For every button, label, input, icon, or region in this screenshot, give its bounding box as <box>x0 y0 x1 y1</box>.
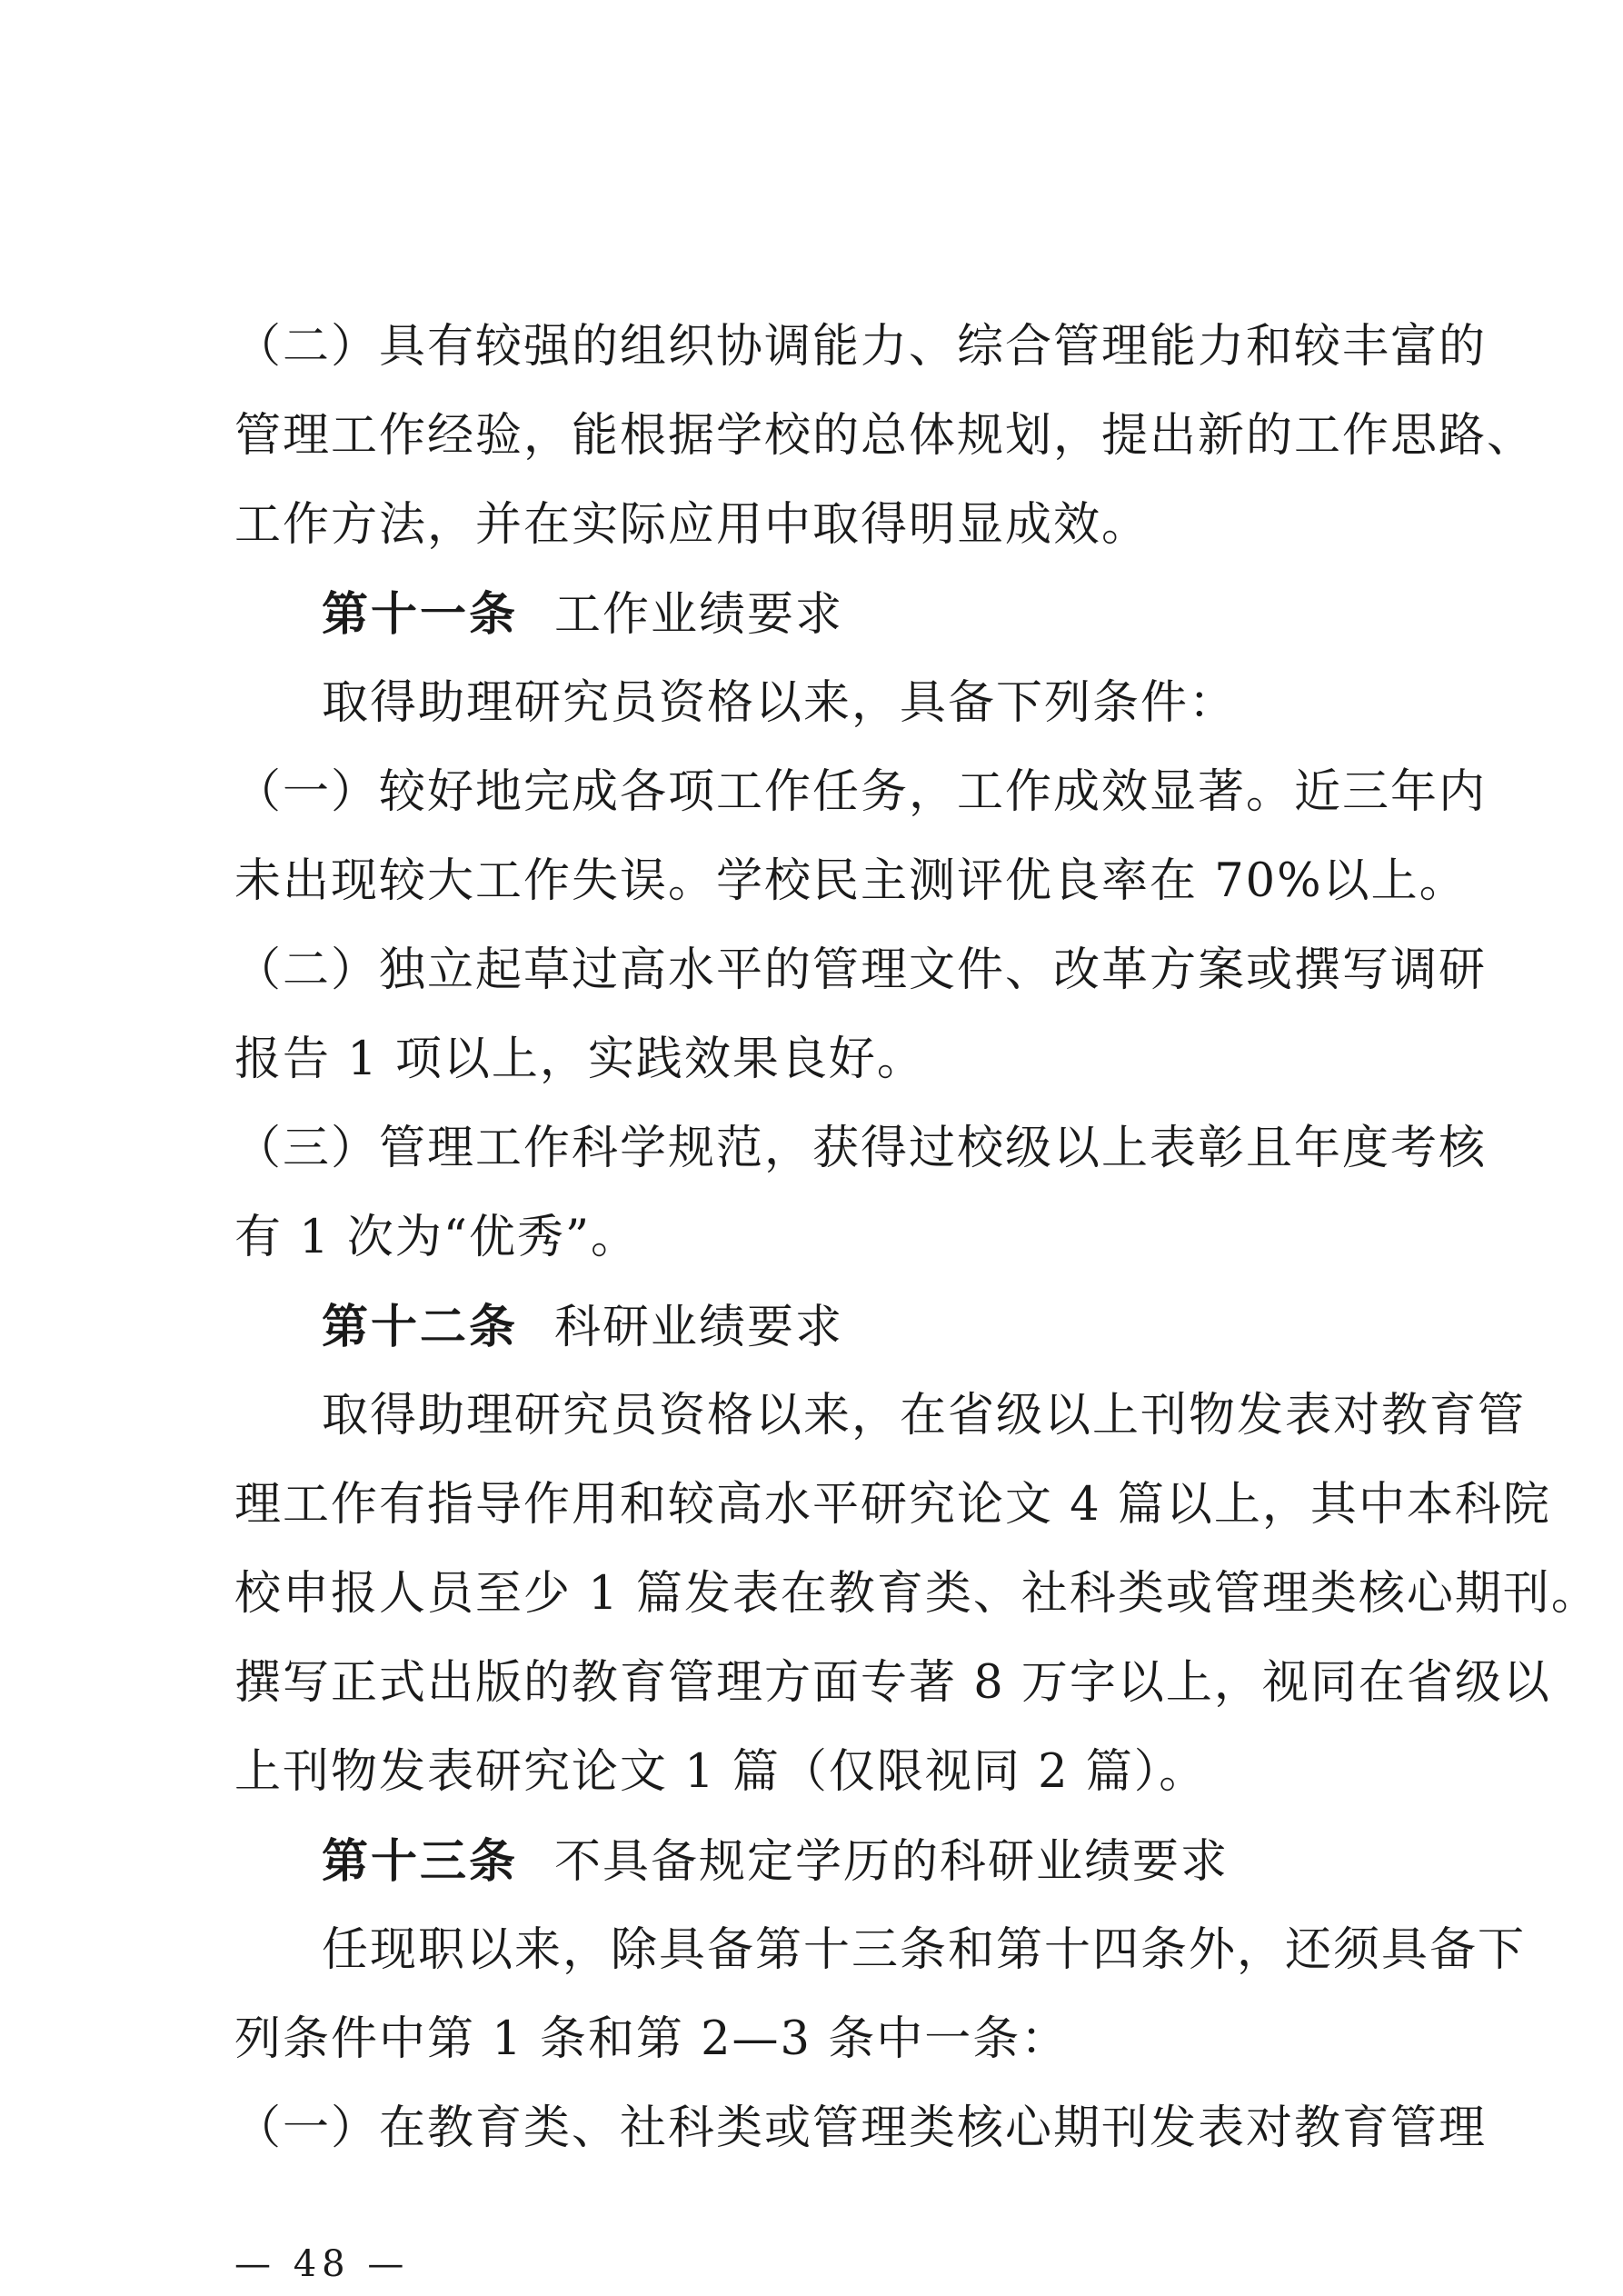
paragraph-line: （一）在教育类、社科类或管理类核心期刊发表对教育管理 <box>234 2101 1488 2155</box>
paragraph-line: 有 1 次为“优秀”。 <box>234 1211 640 1264</box>
paragraph-line: 管理工作经验，能根据学校的总体规划，提出新的工作思路、 <box>234 409 1536 463</box>
article-title: 不具备规定学历的科研业绩要求 <box>554 1835 1230 1889</box>
article-number: 第十二条 <box>322 1300 519 1354</box>
paragraph-line: （三）管理工作科学规范，获得过校级以上表彰且年度考核 <box>234 1122 1488 1175</box>
paragraph-line: 取得助理研究员资格以来，在省级以上刊物发表对教育管 <box>322 1389 1527 1442</box>
paragraph-line: 工作方法，并在实际应用中取得明显成效。 <box>234 498 1150 552</box>
paragraph-line: 上刊物发表研究论文 1 篇（仅限视同 2 篇）。 <box>234 1745 1208 1799</box>
paragraph-line: 列条件中第 1 条和第 2—3 条中一条： <box>234 2012 1070 2066</box>
paragraph-line: 报告 1 项以上，实践效果良好。 <box>234 1033 925 1086</box>
paragraph-line: （一）较好地完成各项工作任务，工作成效显著。近三年内 <box>234 765 1488 819</box>
article-title: 科研业绩要求 <box>554 1301 844 1354</box>
article-heading <box>322 1834 1229 1890</box>
article-heading <box>322 587 843 643</box>
article-title: 工作业绩要求 <box>554 588 844 642</box>
paragraph-line: 理工作有指导作用和较高水平研究论文 4 篇以上，其中本科院 <box>234 1478 1551 1532</box>
paragraph-line: 校申报人员至少 1 篇发表在教育类、社科类或管理类核心期刊。 <box>234 1567 1599 1621</box>
paragraph-line: 取得助理研究员资格以来，具备下列条件： <box>322 676 1238 730</box>
article-number: 第十一条 <box>322 587 519 642</box>
paragraph-line: 未出现较大工作失误。学校民主测评优良率在 70%以上。 <box>234 854 1468 908</box>
article-heading <box>322 1300 843 1355</box>
paragraph-line: 任现职以来，除具备第十三条和第十四条外，还须具备下 <box>322 1923 1527 1977</box>
paragraph-line: （二）具有较强的组织协调能力、综合管理能力和较丰富的 <box>234 320 1488 374</box>
article-number: 第十三条 <box>322 1834 519 1889</box>
paragraph-line: 撰写正式出版的教育管理方面专著 8 万字以上，视同在省级以 <box>234 1656 1551 1710</box>
paragraph-line: （二）独立起草过高水平的管理文件、改革方案或撰写调研 <box>234 943 1488 997</box>
page-number: — 48 — <box>234 2243 410 2285</box>
